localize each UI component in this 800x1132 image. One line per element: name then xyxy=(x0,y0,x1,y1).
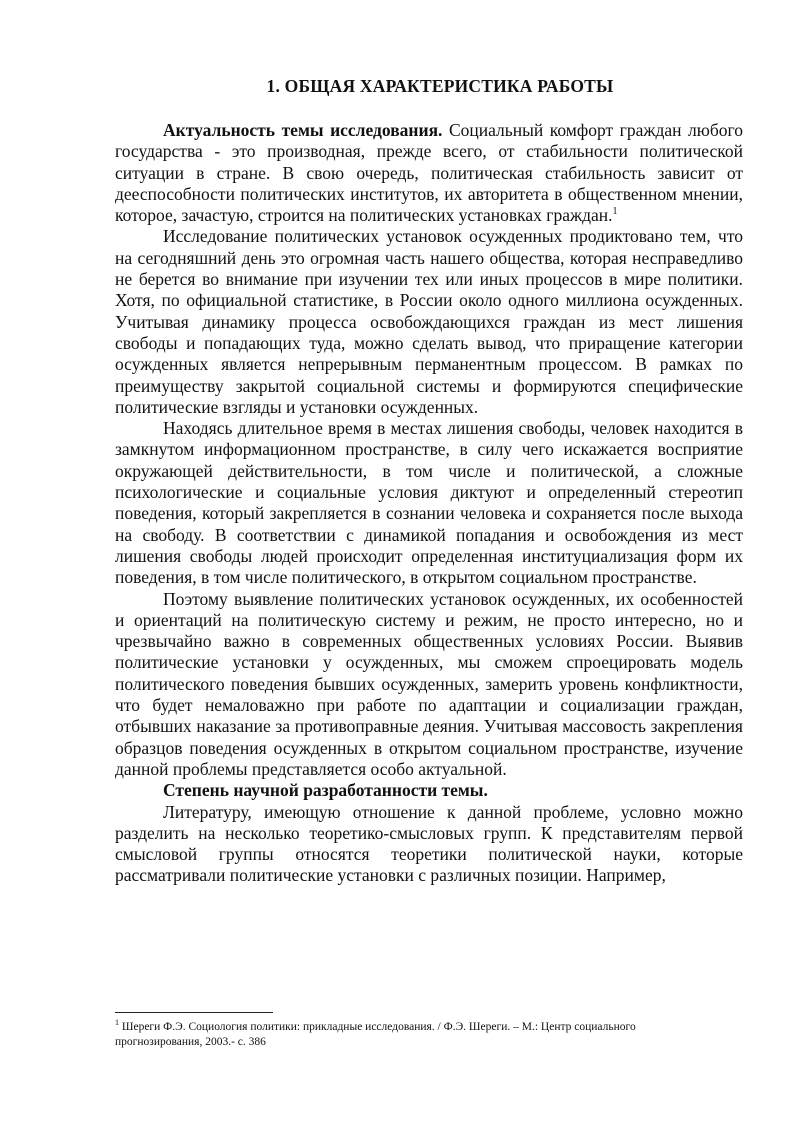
footnote xyxy=(115,1020,715,1050)
relevance-lead: Актуальность темы исследования. xyxy=(163,120,443,140)
paragraph-importance: Поэтому выявление политических установок осужденных, их особенностей и ориентаций на политическую систему и режим, не просто интересно, но и чрезвычайно важно в современных общественных условиях России. Выявив политические установки у осужденных, мы сможем спроецировать модель политического поведения бывших осужденных, замерить уровень конфликтности, что будет немаловажно при работе по адаптации и социализации граждан, отбывших наказание за противоправные деяния. Учитывая массовость закрепления образцов поведения осужденных в открытом социальном пространстве, изучение данной проблемы представляется особо актуальной. xyxy=(115,588,743,779)
footnote-mark: 1 xyxy=(115,1018,119,1028)
paragraph-literature: Литературу, имеющую отношение к данной проблеме, условно можно разделить на несколько теоретико-смысловых групп. К представителям первой смысловой группы относятся теоретики политической науки, которые рассматривали политические установки с различных позиции. Например, xyxy=(115,801,743,886)
relevance-text: Социальный комфорт граждан любого государства - это производная, прежде всего, от стабильности политической ситуации в стране. В свою очередь, политическая стабильность зависит от дееспособности политических институтов, их авторитета в общественном мнении, которое, зачастую, строится на политических установках граждан. xyxy=(115,120,744,226)
paragraph-relevance xyxy=(115,120,743,226)
document-body xyxy=(115,120,743,887)
footnote-text: Шереги Ф.Э. Социология политики: прикладные исследования. / Ф.Э. Шереги. – М.: Центр социального прогнозирования, 2003.- с. 386 xyxy=(115,1021,636,1048)
section-subheading: Степень научной разработанности темы. xyxy=(163,780,488,801)
paragraph-isolation: Находясь длительное время в местах лишения свободы, человек находится в замкнутом информационном пространстве, в силу чего искажается восприятие окружающей действительности, в том числе и политической, а сложные психологические и социальные условия диктуют и определенный стереотип поведения, который закрепляется в сознании человека и сохраняется после выхода на свободу. В соответствии с динамикой попадания и освобождения из мест лишения свободы людей происходит определенная институциализация форм их поведения, в том числе политического, в открытом социальном пространстве. xyxy=(115,418,743,588)
page-title: 1. ОБЩАЯ ХАРАКТЕРИСТИКА РАБОТЫ xyxy=(266,76,614,96)
footnote-divider xyxy=(115,1012,273,1013)
footnote-reference: 1 xyxy=(612,206,618,218)
paragraph-research: Исследование политических установок осужденных продиктовано тем, что на сегодняшний день это огромная часть нашего общества, которая несправедливо не берется во внимание при изучении тех или иных процессов в мире политики. Хотя, по официальной статистике, в России около одного миллиона осужденных. Учитывая динамику процесса освобождающихся граждан из мест лишения свободы и попадающих туда, можно сделать вывод, что приращение категории осужденных является непрерывным перманентным процессом. В рамках по преимуществу закрытой социальной системы и формируются специфические политические взгляды и установки осужденных. xyxy=(115,226,743,417)
